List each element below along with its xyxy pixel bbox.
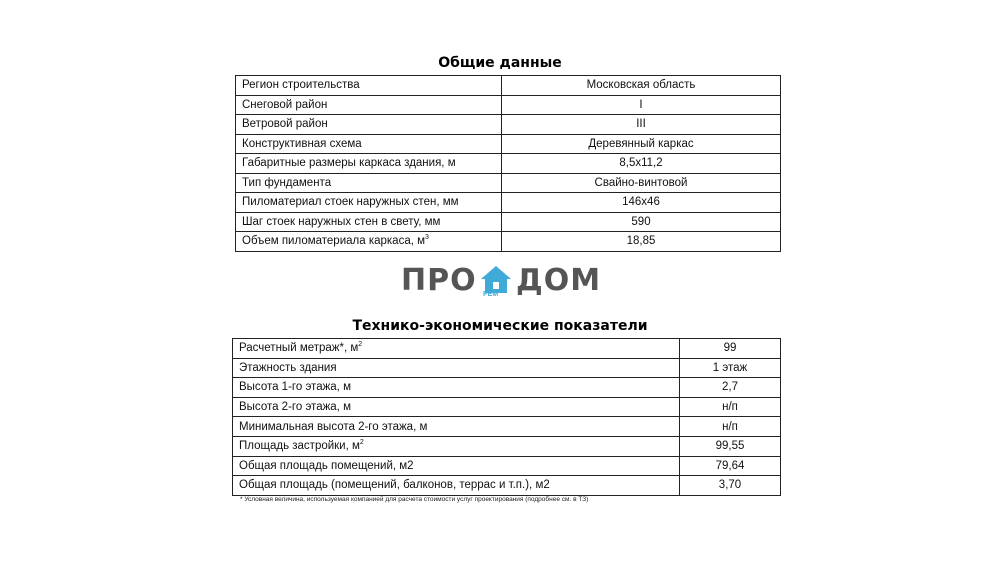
row-value: Деревянный каркас — [502, 134, 781, 154]
row-label-cell — [233, 339, 680, 359]
row-label: Расчетный метраж*, м — [239, 342, 359, 355]
row-value: 590 — [502, 212, 781, 232]
row-label: Общая площадь (помещений, балконов, террас и т.п.), м2 — [233, 476, 680, 496]
unit-superscript: 2 — [359, 439, 364, 447]
row-label: Объем пиломатериала каркаса, м — [242, 235, 426, 248]
table-row — [236, 134, 781, 154]
table-row — [233, 339, 781, 359]
row-value: 18,85 — [502, 232, 781, 252]
table-row — [233, 417, 781, 437]
row-label: Площадь застройки, м — [239, 440, 360, 453]
row-label: Высота 2-го этажа, м — [233, 397, 680, 417]
row-label: Регион строительства — [236, 76, 502, 96]
table-row — [236, 95, 781, 115]
table-row — [233, 358, 781, 378]
row-label: Тип фундамента — [236, 173, 502, 193]
general-data-title: Общие данные — [438, 55, 562, 71]
logo-subtext: РЕМ — [483, 291, 499, 298]
table-row — [236, 232, 781, 252]
row-value: 79,64 — [680, 456, 781, 476]
table-row — [236, 154, 781, 174]
row-label: Высота 1-го этажа, м — [233, 378, 680, 398]
logo-text-left: ПРО — [401, 263, 477, 298]
row-label: Общая площадь помещений, м2 — [233, 456, 680, 476]
table-row — [236, 173, 781, 193]
row-label: Снеговой район — [236, 95, 502, 115]
row-value: 146x46 — [502, 193, 781, 213]
row-label: Минимальная высота 2-го этажа, м — [233, 417, 680, 437]
row-value: 3,70 — [680, 476, 781, 496]
row-label: Пиломатериал стоек наружных стен, мм — [236, 193, 502, 213]
row-value: 2,7 — [680, 378, 781, 398]
row-value: Московская область — [502, 76, 781, 96]
logo-text-right: ДОМ — [516, 263, 602, 298]
row-value: н/п — [680, 397, 781, 417]
table-row — [236, 212, 781, 232]
row-value: III — [502, 115, 781, 135]
table-row — [233, 436, 781, 456]
row-label: Этажность здания — [233, 358, 680, 378]
row-value: I — [502, 95, 781, 115]
footnote: * Условная величина, используемая компанией для расчета стоимости услуг проектирования (подробнее см. в ТЗ) — [240, 496, 589, 503]
unit-superscript: 3 — [425, 234, 429, 242]
table-row — [233, 378, 781, 398]
table-row — [236, 76, 781, 96]
row-value: 99,55 — [680, 436, 781, 456]
tep-table — [232, 338, 781, 496]
table-row — [233, 397, 781, 417]
row-value: н/п — [680, 417, 781, 437]
row-label: Конструктивная схема — [236, 134, 502, 154]
table-row — [233, 476, 781, 496]
table-row — [236, 193, 781, 213]
row-label: Шаг стоек наружных стен в свету, мм — [236, 212, 502, 232]
row-value: 1 этаж — [680, 358, 781, 378]
table-row — [236, 115, 781, 135]
tep-title: Технико-экономические показатели — [352, 318, 648, 334]
row-value: 8,5x11,2 — [502, 154, 781, 174]
prodom-logo — [401, 263, 601, 303]
row-label: Ветровой район — [236, 115, 502, 135]
general-data-table — [235, 75, 781, 252]
row-label-cell — [236, 232, 502, 252]
table-row — [233, 456, 781, 476]
row-value: 99 — [680, 339, 781, 359]
row-label-cell — [233, 436, 680, 456]
row-value: Свайно-винтовой — [502, 173, 781, 193]
unit-superscript: 2 — [358, 341, 363, 349]
row-label: Габаритные размеры каркаса здания, м — [236, 154, 502, 174]
